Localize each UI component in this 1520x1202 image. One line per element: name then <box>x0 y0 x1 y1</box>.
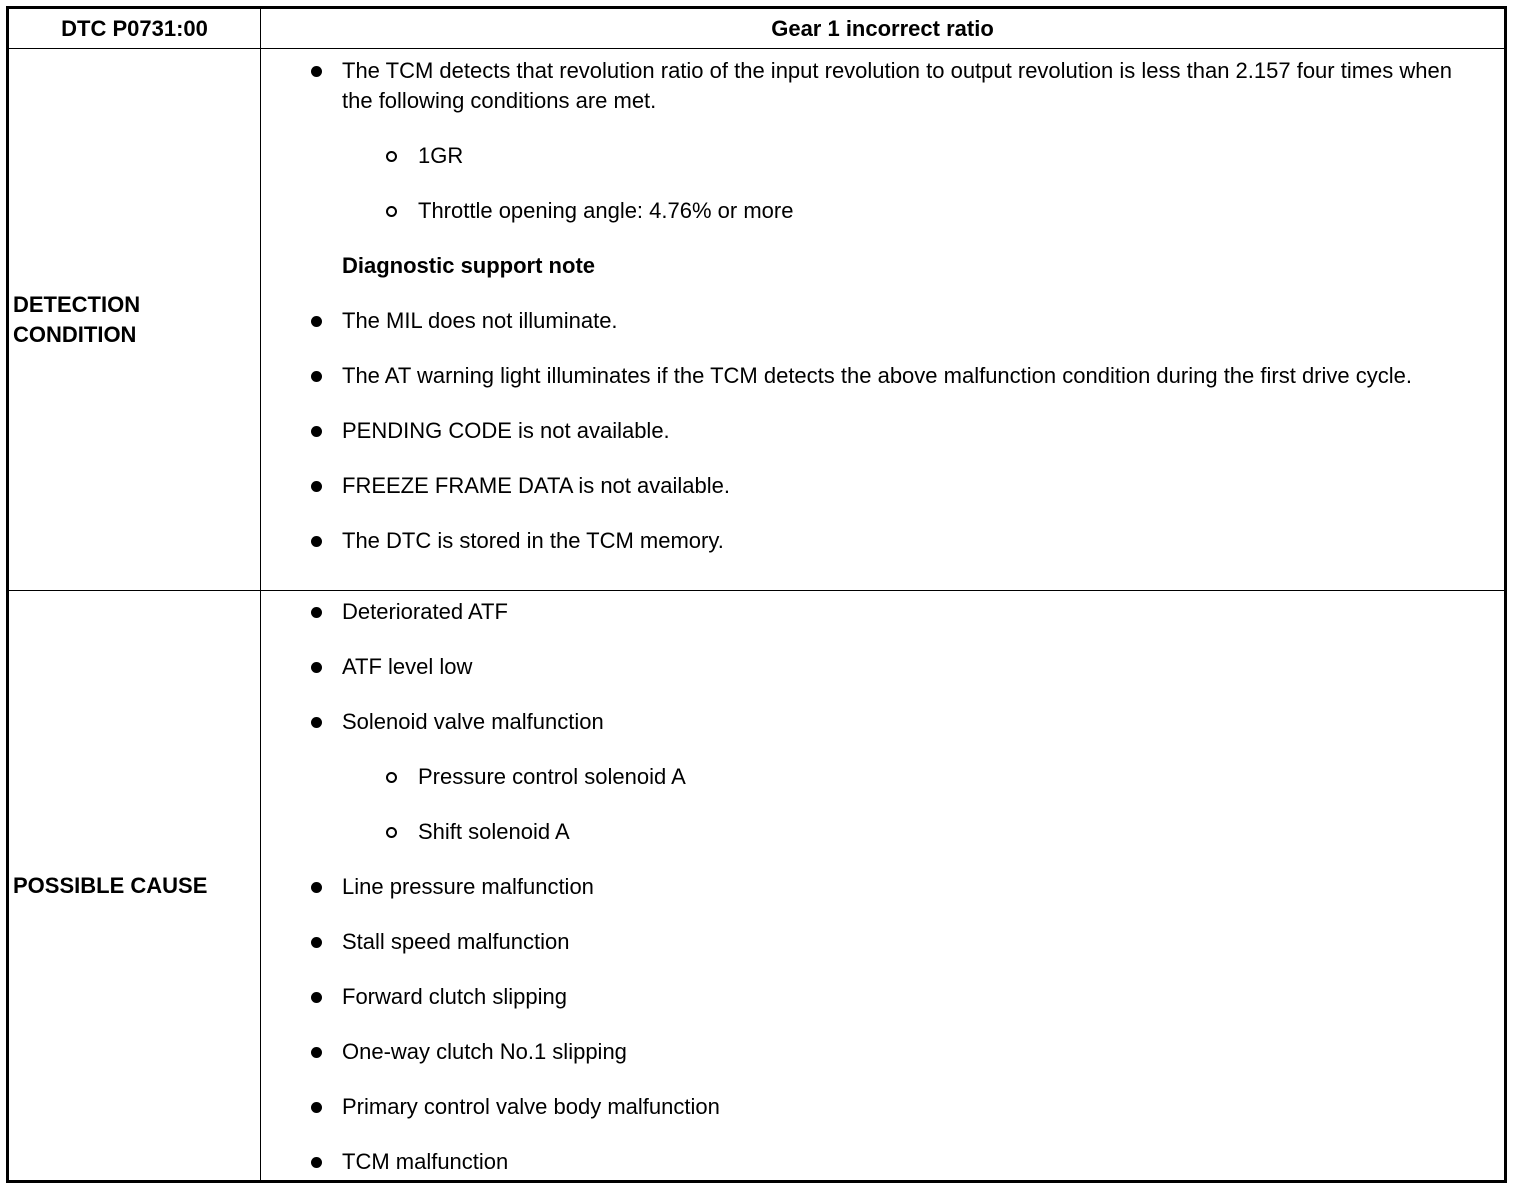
item-text: The MIL does not illuminate. <box>342 308 618 333</box>
item-text: Throttle opening angle: 4.76% or more <box>418 198 794 223</box>
item-text: 1GR <box>418 143 464 168</box>
item-text: Pressure control solenoid A <box>418 764 686 789</box>
bullet-icon <box>311 882 322 893</box>
item-text: The TCM detects that revolution ratio of the input revolution to output revolution is less than 2.157 four times when the following conditions are met. <box>342 58 1452 113</box>
item-text: Shift solenoid A <box>418 819 570 844</box>
hollow-bullet-icon <box>386 772 397 783</box>
hollow-bullet-icon <box>386 151 397 162</box>
item-text: The DTC is stored in the TCM memory. <box>342 528 724 553</box>
bullet-icon <box>311 717 322 728</box>
item-text: TCM malfunction <box>342 1149 509 1174</box>
hollow-bullet-icon <box>386 206 397 217</box>
dtc-title-header: Gear 1 incorrect ratio <box>771 15 994 41</box>
item-text: Stall speed malfunction <box>342 929 570 954</box>
list-item <box>9 707 1474 737</box>
sub-list-item <box>9 141 1474 171</box>
bullet-icon <box>311 937 322 948</box>
bullet-icon <box>311 66 322 77</box>
item-text: PENDING CODE is not available. <box>342 418 670 443</box>
hollow-bullet-icon <box>386 827 397 838</box>
item-text: Forward clutch slipping <box>342 984 567 1009</box>
list-item <box>9 982 1474 1012</box>
detection-condition-label: DETECTION CONDITION <box>13 291 141 347</box>
dtc-code-header: DTC P0731:00 <box>61 15 208 41</box>
dtc-table <box>6 6 1507 1183</box>
list-item <box>9 1147 1474 1177</box>
item-text: One-way clutch No.1 slipping <box>342 1039 627 1064</box>
item-text: FREEZE FRAME DATA is not available. <box>342 473 730 498</box>
bullet-icon <box>311 316 322 327</box>
list-item <box>9 927 1474 957</box>
bullet-icon <box>311 371 322 382</box>
item-text: Deteriorated ATF <box>342 599 508 624</box>
possible-cause-content <box>9 597 1504 1202</box>
bullet-icon <box>311 607 322 618</box>
list-item <box>9 56 1474 116</box>
list-item <box>9 471 1474 501</box>
list-item <box>9 872 1474 902</box>
sub-list-item <box>9 762 1474 792</box>
list-item <box>9 1092 1474 1122</box>
list-item <box>9 597 1474 627</box>
sub-list-item <box>9 196 1474 226</box>
item-text: ATF level low <box>342 654 473 679</box>
bullet-icon <box>311 426 322 437</box>
bullet-icon <box>311 536 322 547</box>
list-item <box>9 361 1474 391</box>
list-item <box>9 652 1474 682</box>
item-text: Solenoid valve malfunction <box>342 709 604 734</box>
list-item <box>9 1037 1474 1067</box>
bullet-icon <box>311 481 322 492</box>
item-text: Primary control valve body malfunction <box>342 1094 720 1119</box>
bullet-icon <box>311 1047 322 1058</box>
bullet-icon <box>311 662 322 673</box>
list-item <box>9 306 1474 336</box>
list-item <box>9 416 1474 446</box>
bullet-icon <box>311 1102 322 1113</box>
item-text: The AT warning light illuminates if the TCM detects the above malfunction condition during the first drive cycle. <box>342 363 1412 388</box>
list-item <box>9 526 1474 556</box>
sub-list-item <box>9 817 1474 847</box>
item-text: Line pressure malfunction <box>342 874 594 899</box>
detection-condition-content <box>9 56 1504 581</box>
bullet-icon <box>311 1157 322 1168</box>
note-heading <box>9 251 1474 281</box>
item-text: Diagnostic support note <box>342 253 595 278</box>
possible-cause-label: POSSIBLE CAUSE <box>13 872 208 898</box>
bullet-icon <box>311 992 322 1003</box>
